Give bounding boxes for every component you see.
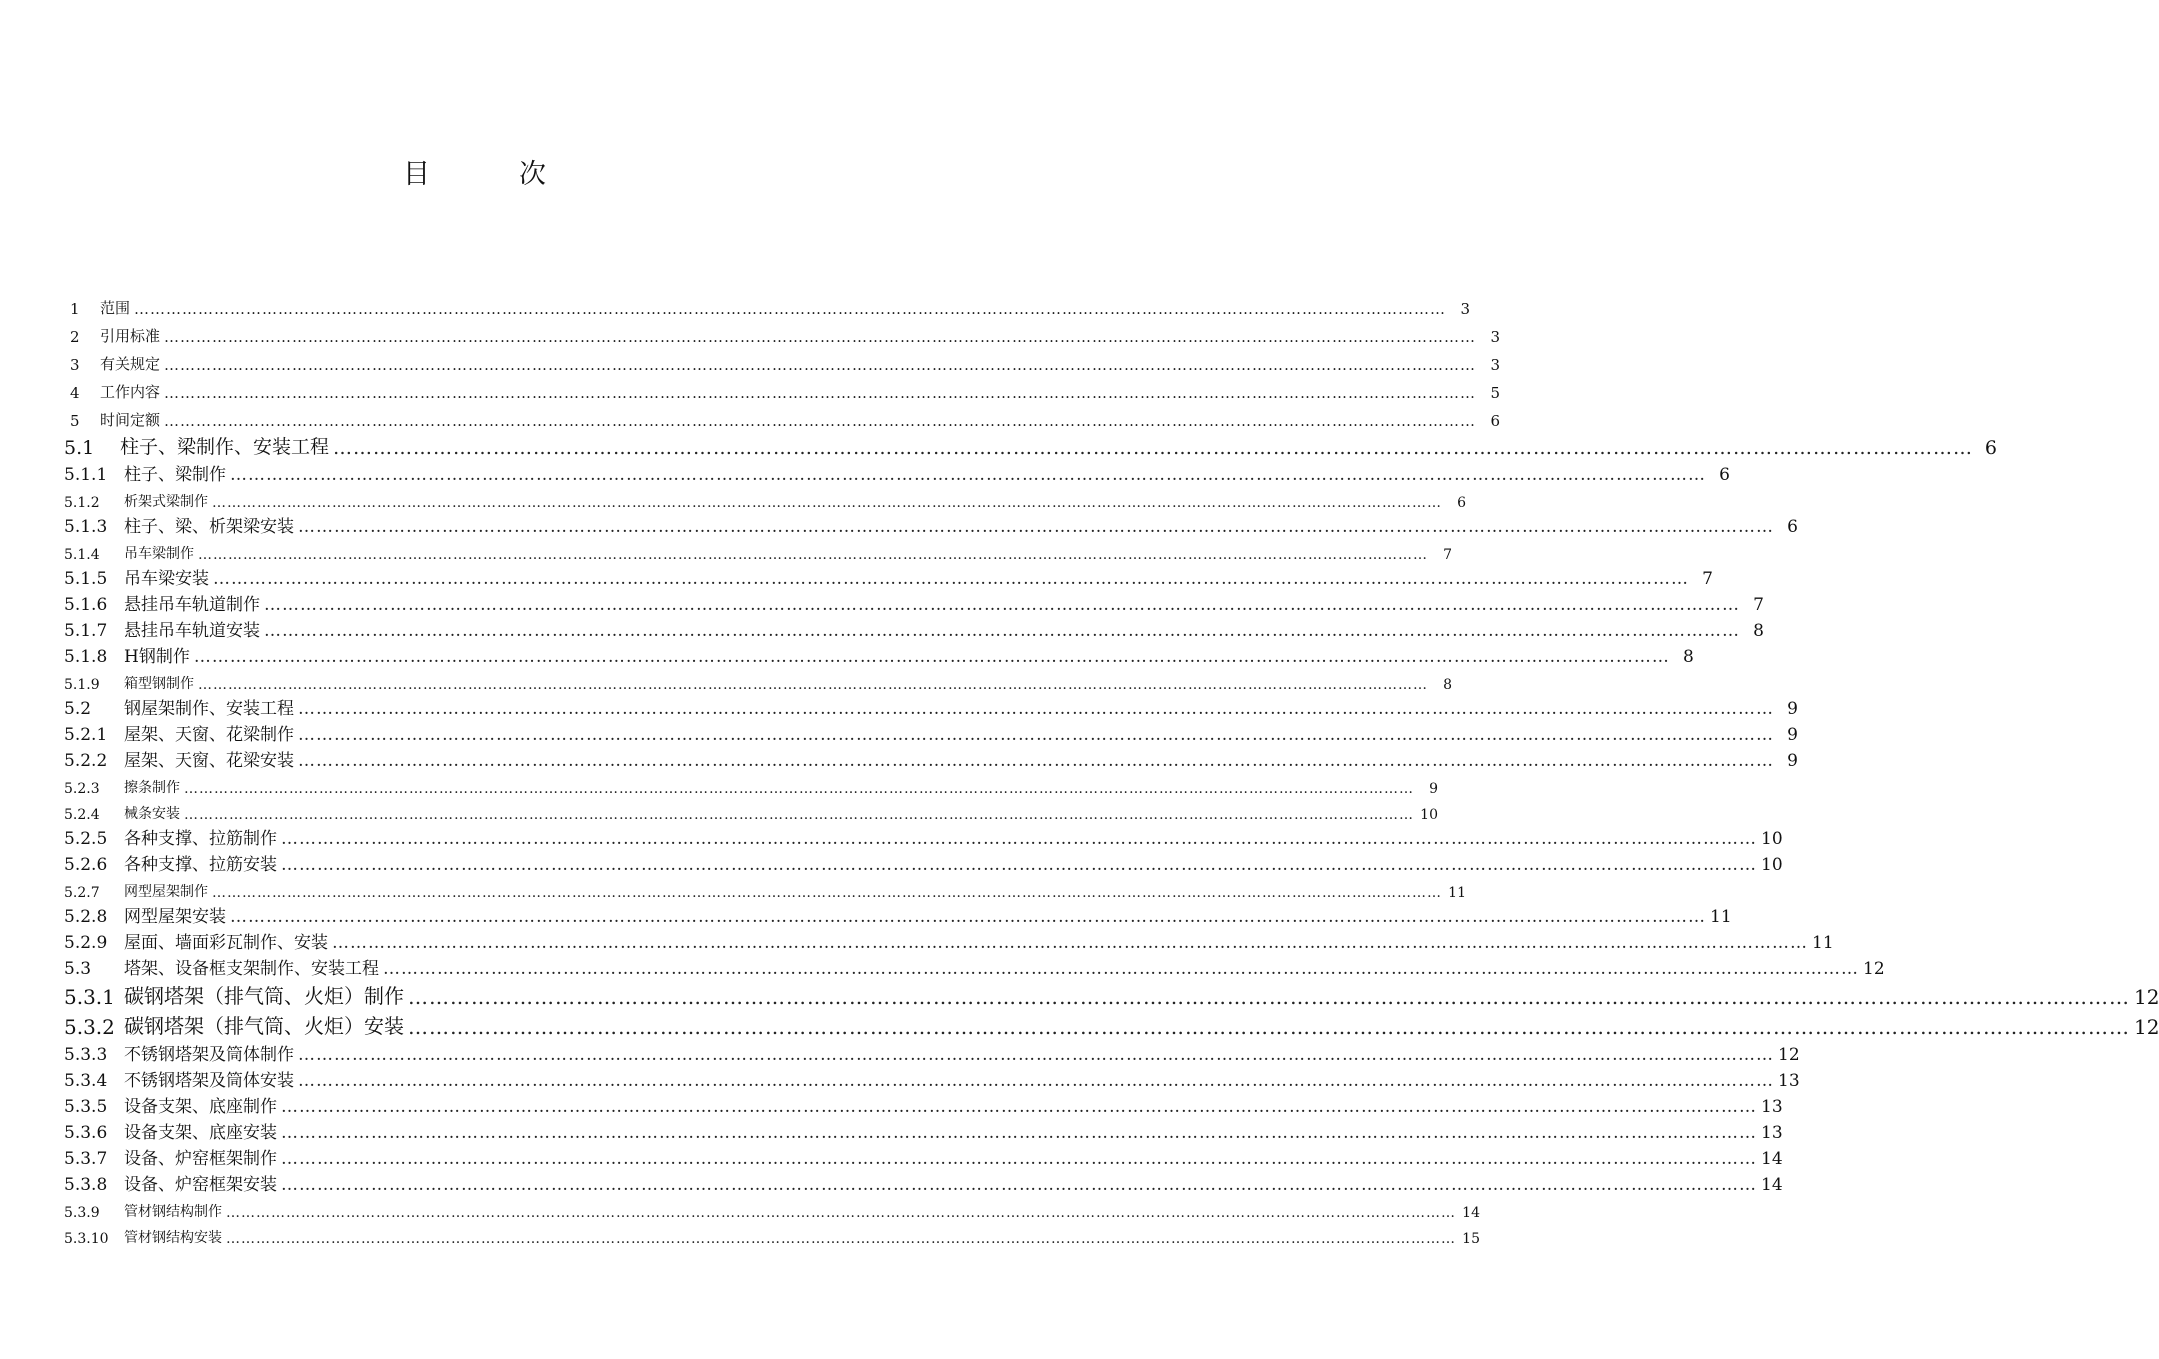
toc-entry[interactable]: [64, 537, 1452, 563]
toc-entry-label: 钢屋架制作、安装工程: [124, 699, 294, 719]
toc-entry-number: 5.2.1: [64, 725, 108, 745]
toc-leader-dots: [277, 829, 1761, 849]
toc-leader-dots: [260, 621, 1744, 641]
toc-entry-page: 5: [1490, 384, 1501, 402]
toc-leader-dots: [226, 465, 1710, 485]
toc-leader-dots: [222, 1231, 1460, 1247]
toc-entry-label: 范围: [100, 299, 131, 317]
toc-entry[interactable]: [64, 927, 1834, 953]
toc-entry-page: 7: [1702, 569, 1713, 589]
toc-entry-number: 5.2.5: [64, 829, 108, 849]
toc-leader-dots: [277, 1097, 1761, 1117]
toc-entry-page: 7: [1753, 595, 1764, 615]
toc-entry-number: 3: [70, 356, 80, 374]
toc-entry[interactable]: [64, 485, 1466, 511]
toc-leader-dots: [379, 959, 1863, 979]
toc-entry[interactable]: [64, 771, 1438, 797]
toc-entry-number: 5.1.5: [64, 569, 108, 589]
toc-entry-page: 8: [1683, 647, 1694, 667]
toc-leader-dots: [294, 699, 1778, 719]
toc-entry[interactable]: [64, 1221, 1480, 1247]
toc-leader-dots: [226, 907, 1710, 927]
toc-entry[interactable]: [64, 745, 1798, 771]
toc-entry-number: 5.1.2: [64, 495, 100, 511]
toc-entry[interactable]: [64, 430, 1998, 459]
toc-entry-number: 5.3.9: [64, 1205, 100, 1221]
toc-entry-label: 不锈钢塔架及筒体制作: [124, 1045, 294, 1065]
toc-leader-dots: [180, 781, 1418, 797]
toc-entry-label: 设备、炉窑框架安装: [124, 1175, 277, 1195]
toc-entry[interactable]: [64, 402, 1501, 430]
toc-entry-number: 5.2: [64, 699, 92, 719]
toc-entry-number: 5.3.10: [64, 1231, 109, 1247]
toc-entry-number: 5.3: [64, 959, 92, 979]
toc-entry[interactable]: [64, 589, 1764, 615]
title-char-ci: 次: [519, 159, 547, 190]
toc-entry[interactable]: [64, 823, 1783, 849]
toc-leader-dots: [130, 300, 1450, 318]
toc-entry-page: 12: [1778, 1045, 1800, 1065]
toc-entry-label: 碳钢塔架（排气筒、火炬）制作: [124, 984, 404, 1008]
toc-entry-page: 9: [1787, 751, 1798, 771]
toc-entry-page: 6: [1457, 495, 1466, 511]
toc-entry-label: 有关规定: [100, 355, 161, 373]
toc-entry[interactable]: [64, 979, 2159, 1009]
toc-entry-label: 各种支撑、拉筋安装: [124, 855, 277, 875]
toc-entry[interactable]: [64, 693, 1798, 719]
toc-entry-page: 12: [1863, 959, 1885, 979]
toc-entry-number: 5.1: [64, 437, 95, 459]
title-char-mu: 目: [403, 159, 431, 190]
toc-entry-number: 5.2.9: [64, 933, 108, 953]
toc-entry-number: 5.3.4: [64, 1071, 108, 1091]
toc-leader-dots: [190, 647, 1674, 667]
toc-entry[interactable]: [64, 901, 1732, 927]
toc-entry-number: 5.1.7: [64, 621, 108, 641]
toc-entry-label: 设备支架、底座安装: [124, 1123, 277, 1143]
toc-entry[interactable]: [64, 318, 1501, 346]
toc-entry-label: 悬挂吊车轨道安装: [124, 621, 260, 641]
toc-leader-dots: [194, 547, 1432, 563]
toc-entry-page: 14: [1761, 1149, 1783, 1169]
toc-entry-label: 时间定额: [100, 411, 161, 429]
toc-entry[interactable]: [64, 875, 1466, 901]
toc-entry-number: 5.3.2: [64, 1015, 115, 1039]
toc-title: [0, 152, 950, 191]
toc-entry-number: 5.3.6: [64, 1123, 108, 1143]
toc-entry-number: 5.2.8: [64, 907, 108, 927]
toc-entry-page: 15: [1462, 1231, 1480, 1247]
toc-entry[interactable]: [64, 1143, 1783, 1169]
toc-leader-dots: [260, 595, 1744, 615]
toc-entry-label: 网型屋架制作: [124, 884, 208, 900]
toc-entry-label: H钢制作: [124, 647, 190, 667]
toc-leader-dots: [404, 985, 2134, 1009]
toc-entry-number: 5.1.6: [64, 595, 108, 615]
toc-entry-label: 屋架、天窗、花梁制作: [124, 725, 294, 745]
toc-leader-dots: [208, 495, 1446, 511]
toc-leader-dots: [160, 384, 1480, 402]
toc-entry-number: 5.1.3: [64, 517, 108, 537]
toc-entry-number: 5.1.4: [64, 547, 100, 563]
toc-entry-page: 6: [1719, 465, 1730, 485]
table-of-contents: [64, 290, 2159, 1247]
toc-entry[interactable]: [64, 563, 1713, 589]
toc-entry[interactable]: [64, 1117, 1783, 1143]
toc-entry-label: 碳钢塔架（排气筒、火炬）安装: [124, 1014, 404, 1038]
toc-entry-label: 管材钢结构安装: [124, 1230, 222, 1246]
toc-entry-page: 9: [1787, 699, 1798, 719]
toc-entry[interactable]: [64, 797, 1438, 823]
toc-entry-label: 不锈钢塔架及筒体安装: [124, 1071, 294, 1091]
toc-entry-number: 5.2.7: [64, 885, 100, 901]
toc-entry-label: 设备、炉窑框架制作: [124, 1149, 277, 1169]
toc-entry-number: 5.3.3: [64, 1045, 108, 1065]
toc-entry-label: 吊车梁制作: [124, 546, 194, 562]
toc-entry-label: 引用标准: [100, 327, 161, 345]
toc-entry-number: 5.3.1: [64, 985, 115, 1009]
toc-entry-page: 9: [1787, 725, 1798, 745]
toc-leader-dots: [277, 1175, 1761, 1195]
toc-entry[interactable]: [64, 615, 1764, 641]
toc-entry[interactable]: [64, 1065, 1800, 1091]
toc-entry-label: 各种支撑、拉筋制作: [124, 829, 277, 849]
toc-entry-page: 11: [1710, 907, 1732, 927]
toc-entry-number: 5.1.8: [64, 647, 108, 667]
toc-entry-label: 塔架、设备框支架制作、安装工程: [124, 959, 379, 979]
toc-entry-number: 5.3.8: [64, 1175, 108, 1195]
toc-leader-dots: [294, 1045, 1778, 1065]
toc-entry-page: 6: [1490, 412, 1501, 430]
toc-entry-page: 6: [1984, 437, 1998, 459]
toc-leader-dots: [294, 1071, 1778, 1091]
toc-leader-dots: [294, 751, 1778, 771]
toc-entry-page: 3: [1460, 300, 1471, 318]
toc-entry-label: 管材钢结构制作: [124, 1204, 222, 1220]
toc-leader-dots: [277, 1123, 1761, 1143]
toc-entry[interactable]: [64, 1039, 1800, 1065]
toc-entry-page: 7: [1443, 547, 1452, 563]
toc-entry-page: 10: [1420, 807, 1438, 823]
toc-entry[interactable]: [64, 849, 1783, 875]
toc-entry-page: 10: [1761, 829, 1783, 849]
toc-entry-page: 13: [1778, 1071, 1800, 1091]
toc-entry-label: 柱子、梁、析架梁安装: [124, 517, 294, 537]
toc-leader-dots: [194, 677, 1432, 693]
toc-leader-dots: [294, 725, 1778, 745]
toc-entry-number: 5.1.1: [64, 465, 108, 485]
toc-entry-page: 3: [1490, 328, 1501, 346]
toc-entry-number: 5.2.3: [64, 781, 100, 797]
toc-entry[interactable]: [64, 1009, 2159, 1039]
toc-entry[interactable]: [64, 1169, 1783, 1195]
toc-leader-dots: [208, 885, 1446, 901]
toc-leader-dots: [160, 356, 1480, 374]
toc-entry-page: 10: [1761, 855, 1783, 875]
toc-entry-number: 2: [70, 328, 80, 346]
toc-entry-number: 5: [70, 412, 80, 430]
toc-entry[interactable]: [64, 511, 1798, 537]
toc-entry-label: 屋面、墙面彩瓦制作、安装: [124, 933, 328, 953]
toc-entry-label: 设备支架、底座制作: [124, 1097, 277, 1117]
toc-leader-dots: [328, 933, 1812, 953]
toc-leader-dots: [222, 1205, 1460, 1221]
toc-entry-label: 析架式梁制作: [124, 494, 208, 510]
toc-entry-number: 5.3.7: [64, 1149, 108, 1169]
toc-entry[interactable]: [64, 290, 1471, 318]
toc-entry-label: 屋架、天窗、花梁安装: [124, 751, 294, 771]
toc-entry-page: 13: [1761, 1097, 1783, 1117]
toc-entry-label: 擦条制作: [124, 780, 180, 796]
toc-leader-dots: [404, 1015, 2134, 1039]
toc-entry-page: 13: [1761, 1123, 1783, 1143]
toc-entry-page: 8: [1753, 621, 1764, 641]
toc-entry-label: 柱子、梁制作: [124, 465, 226, 485]
toc-leader-dots: [180, 807, 1418, 823]
toc-entry-label: 网型屋架安装: [124, 907, 226, 927]
toc-leader-dots: [294, 517, 1778, 537]
toc-entry[interactable]: [64, 641, 1694, 667]
toc-entry-label: 柱子、梁制作、安装工程: [120, 436, 330, 458]
toc-leader-dots: [209, 569, 1693, 589]
toc-entry-number: 5.1.9: [64, 677, 100, 693]
toc-leader-dots: [277, 855, 1761, 875]
toc-entry-number: 5.2.4: [64, 807, 100, 823]
toc-entry-label: 吊车梁安装: [124, 569, 209, 589]
toc-entry-page: 11: [1448, 885, 1466, 901]
toc-leader-dots: [160, 328, 1480, 346]
toc-leader-dots: [277, 1149, 1761, 1169]
toc-entry-number: 5.2.2: [64, 751, 108, 771]
toc-entry-page: 6: [1787, 517, 1798, 537]
toc-entry[interactable]: [64, 346, 1501, 374]
toc-entry-number: 5.3.5: [64, 1097, 108, 1117]
toc-entry[interactable]: [64, 667, 1452, 693]
toc-leader-dots: [329, 437, 1977, 459]
toc-entry[interactable]: [64, 719, 1798, 745]
toc-entry-label: 械条安装: [124, 806, 180, 822]
toc-entry-number: 1: [70, 300, 80, 318]
toc-leader-dots: [160, 412, 1480, 430]
toc-entry[interactable]: [64, 374, 1501, 402]
toc-entry-page: 12: [2134, 985, 2159, 1009]
toc-entry-number: 4: [70, 384, 80, 402]
toc-entry-page: 14: [1761, 1175, 1783, 1195]
toc-entry-label: 工作内容: [100, 383, 161, 401]
toc-entry-label: 箱型钢制作: [124, 676, 194, 692]
toc-entry-page: 12: [2134, 1015, 2159, 1039]
toc-entry-number: 5.2.6: [64, 855, 108, 875]
toc-entry-page: 8: [1443, 677, 1452, 693]
toc-entry-page: 3: [1490, 356, 1501, 374]
toc-entry[interactable]: [64, 459, 1730, 485]
toc-entry-page: 11: [1812, 933, 1834, 953]
toc-entry-page: 14: [1462, 1205, 1480, 1221]
toc-entry-label: 悬挂吊车轨道制作: [124, 595, 260, 615]
toc-entry[interactable]: [64, 1195, 1480, 1221]
toc-entry-page: 9: [1429, 781, 1438, 797]
toc-entry[interactable]: [64, 1091, 1783, 1117]
toc-entry[interactable]: [64, 953, 1885, 979]
